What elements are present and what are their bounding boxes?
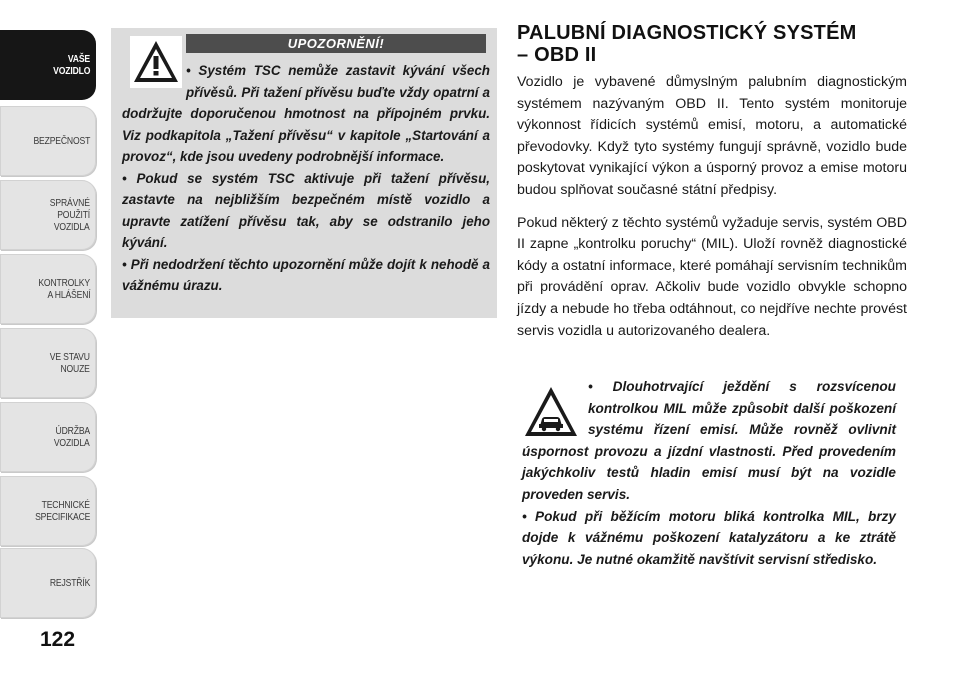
warning-text — [122, 60, 490, 297]
tab-label-line2: NOUZE — [60, 363, 90, 375]
tab-vase-vozidlo[interactable] — [0, 30, 96, 100]
tab-label-line1: KONTROLKY — [38, 277, 90, 289]
sidebar-tabs — [0, 0, 100, 620]
tab-spravne-pouziti-vozidla[interactable] — [0, 180, 96, 250]
heading-line2: – OBD II — [517, 44, 597, 66]
body-text — [517, 72, 907, 353]
caution-item: • Dlouhotrvající ježdění s rozsvícenou kontrolkou MIL může způsobit další poškození systému řízení emisí. Může rovněž ovlivnit úspornost provozu a jízdní vlastnosti. Před provedením jakýchkoliv testů hladin emisí musí být na vozidle proveden servis. — [522, 379, 896, 502]
caution-item: • Pokud při běžícím motoru bliká kontrolka MIL, brzy dojde k vážnému poškození katalyzátoru a ke ztrátě výkonu. Je nutné okamžitě navštívit servisní středisko. — [522, 508, 896, 567]
tab-technicke-specifikace[interactable] — [0, 476, 96, 546]
tab-label-line1: REJSTŘÍK — [49, 577, 90, 589]
tab-label-line1: TECHNICKÉ — [41, 499, 90, 511]
tab-label-line2: SPECIFIKACE — [34, 511, 90, 523]
tab-label-line2: POUŽITÍ — [57, 209, 90, 221]
caution-text — [522, 376, 896, 570]
icon-spacer — [522, 376, 588, 440]
icon-spacer — [122, 60, 186, 102]
tab-label-line1: BEZPEČNOST — [33, 135, 90, 147]
tab-label-line3: VOZIDLA — [54, 221, 90, 233]
tab-label-line2: VOZIDLA — [54, 437, 90, 449]
warning-item: • Systém TSC nemůže zastavit kývání všech přívěsů. Při tažení přívěsu buďte vždy opatrní a dodržujte doporučenou hmotnost na přípojném prvku. Viz podkapitola „Tažení přívěsu“ v kapitole „Startování a provoz“, kde jsou uvedeny podrobnější informace. — [122, 63, 490, 164]
tab-label-line1: VAŠE — [67, 53, 90, 65]
page-number: 122 — [40, 628, 76, 651]
paragraph: Pokud některý z těchto systémů vyžaduje servis, systém OBD II zapne „kontrolku poruchy“ (MIL). Uloží rovněž diagnostické kódy a ostatní informace, které pomáhají servisním technikům při provádění oprav. Ačkoliv bude vozidlo obvykle schopno jízdy a nebude ho třeba odtáhnout, co nejdříve nechte provést servis vozidla u autorizovaného dealera. — [517, 214, 907, 339]
tab-label-line1: VE STAVU — [49, 351, 90, 363]
tab-kontrolky-a-hlaseni[interactable] — [0, 254, 96, 324]
tab-label-line1: SPRÁVNÉ — [49, 197, 90, 209]
warning-title: UPOZORNĚNÍ! — [186, 34, 486, 53]
tab-bezpecnost[interactable] — [0, 106, 96, 176]
paragraph: Vozidlo je vybavené důmyslným palubním diagnostickým systémem nazývaným OBD II. Tento systém monitoruje výkonnost řídicích systémů emisí, motoru, a automatické převodovky. Když tyto systémy fungují správně, vozidlo bude poskytovat vynikající výkon a úsporný provoz a emise motoru budou splňovat současné státní předpisy. — [517, 74, 907, 198]
tab-label-line1: ÚDRŽBA — [55, 425, 90, 437]
heading-line1: PALUBNÍ DIAGNOSTICKÝ SYSTÉM — [517, 22, 857, 44]
tab-rejstrik[interactable] — [0, 548, 96, 618]
tab-label-line2: A HLÁŠENÍ — [46, 289, 90, 301]
warning-item: • Pokud se systém TSC aktivuje při tažení přívěsu, zastavte na nejbližším bezpečném místě vozidlo a upravte zatížení přívěsu tak, aby se odstranilo jeho kývání. — [122, 170, 490, 250]
tab-ve-stavu-nouze[interactable] — [0, 328, 96, 398]
tab-label-line2: VOZIDLO — [52, 65, 90, 77]
tab-udrzba-vozidla[interactable] — [0, 402, 96, 472]
section-heading — [517, 22, 907, 66]
warning-item: • Při nedodržení těchto upozornění může dojít k nehodě a vážnému úrazu. — [122, 256, 490, 293]
